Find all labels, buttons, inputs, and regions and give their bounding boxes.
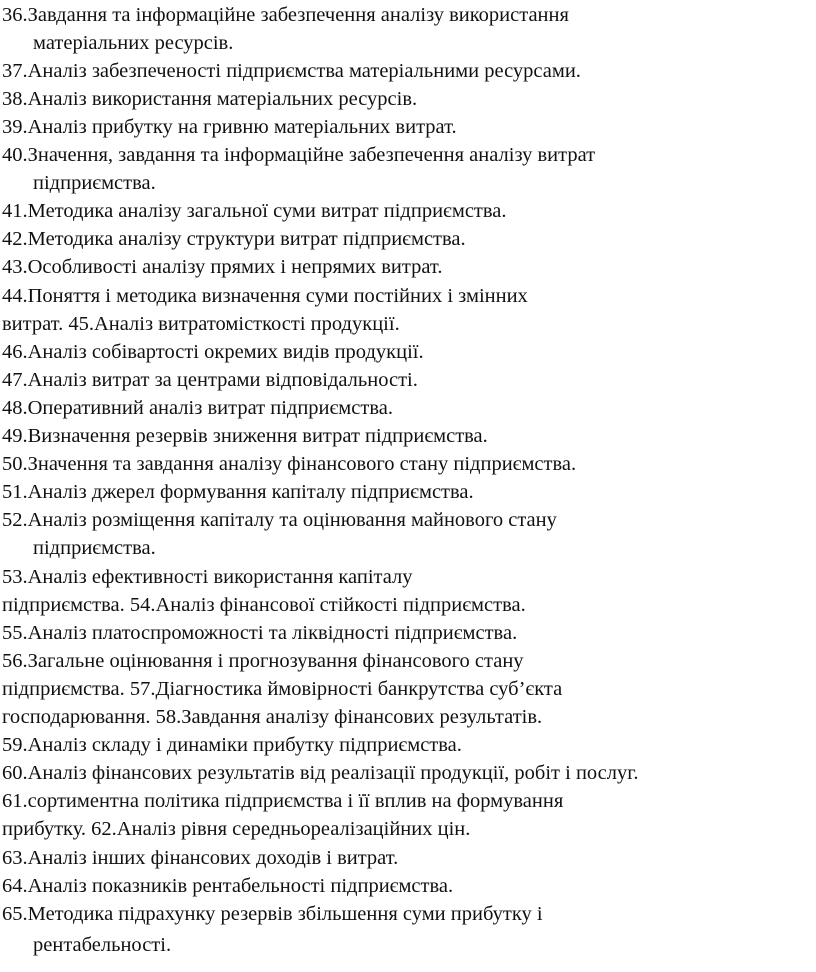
text-line: 65.Методика підрахунку резервів збільшення суми прибутку і <box>2 903 543 925</box>
text-line: 49.Визначення резервів зниження витрат підприємства. <box>2 425 488 447</box>
text-line: 61.сортиментна політика підприємства і її вплив на формування <box>2 790 564 812</box>
document-page <box>2 0 814 972</box>
text-line: 41.Методика аналізу загальної суми витрат підприємства. <box>2 200 507 222</box>
text-line: рентабельності. <box>33 934 172 956</box>
text-line: 59.Аналіз складу і динаміки прибутку підприємства. <box>2 734 462 756</box>
text-line: 47.Аналіз витрат за центрами відповідальності. <box>2 369 418 391</box>
text-line: 37.Аналіз забезпеченості підприємства матеріальними ресурсами. <box>2 60 581 82</box>
text-line: 51.Аналіз джерел формування капіталу підприємства. <box>2 481 474 503</box>
text-line: 43.Особливості аналізу прямих і непрямих витрат. <box>2 256 443 278</box>
text-line: 64.Аналіз показників рентабельності підприємства. <box>2 875 454 897</box>
text-line: 38.Аналіз використання матеріальних ресурсів. <box>2 88 418 110</box>
text-line: 39.Аналіз прибутку на гривню матеріальних витрат. <box>2 116 457 138</box>
text-line: витрат. 45.Аналіз витратомісткості продукції. <box>2 313 400 335</box>
text-line: 52.Аналіз розміщення капіталу та оцінювання майнового стану <box>2 509 557 531</box>
text-line: 42.Методика аналізу структури витрат підприємства. <box>2 228 466 250</box>
text-line: 60.Аналіз фінансових результатів від реалізації продукції, робіт і послуг. <box>2 762 639 784</box>
text-line: підприємства. 54.Аналіз фінансової стійкості підприємства. <box>2 594 526 616</box>
text-line: підприємства. <box>33 537 156 559</box>
text-line: матеріальних ресурсів. <box>33 32 234 54</box>
text-line: 44.Поняття і методика визначення суми постійних і змінних <box>2 285 528 307</box>
text-line: прибутку. 62.Аналіз рівня середньореалізаційних цін. <box>2 818 471 840</box>
text-line: підприємства. <box>33 172 156 194</box>
text-line: 56.Загальне оцінювання і прогнозування фінансового стану <box>2 650 524 672</box>
text-line: підприємства. 57.Діагностика ймовірності банкрутства суб’єкта <box>2 678 563 700</box>
text-line: 48.Оперативний аналіз витрат підприємства. <box>2 397 393 419</box>
text-line: 46.Аналіз собівартості окремих видів продукції. <box>2 341 424 363</box>
text-line: 63.Аналіз інших фінансових доходів і витрат. <box>2 847 399 869</box>
text-line: господарювання. 58.Завдання аналізу фінансових результатів. <box>2 706 543 728</box>
text-line: 36.Завдання та інформаційне забезпечення аналізу використання <box>2 4 569 26</box>
text-line: 55.Аналіз платоспроможності та ліквідності підприємства. <box>2 622 518 644</box>
text-line: 50.Значення та завдання аналізу фінансового стану підприємства. <box>2 453 577 475</box>
text-line: 40.Значення, завдання та інформаційне забезпечення аналізу витрат <box>2 144 596 166</box>
text-line: 53.Аналіз ефективності використання капіталу <box>2 566 413 588</box>
